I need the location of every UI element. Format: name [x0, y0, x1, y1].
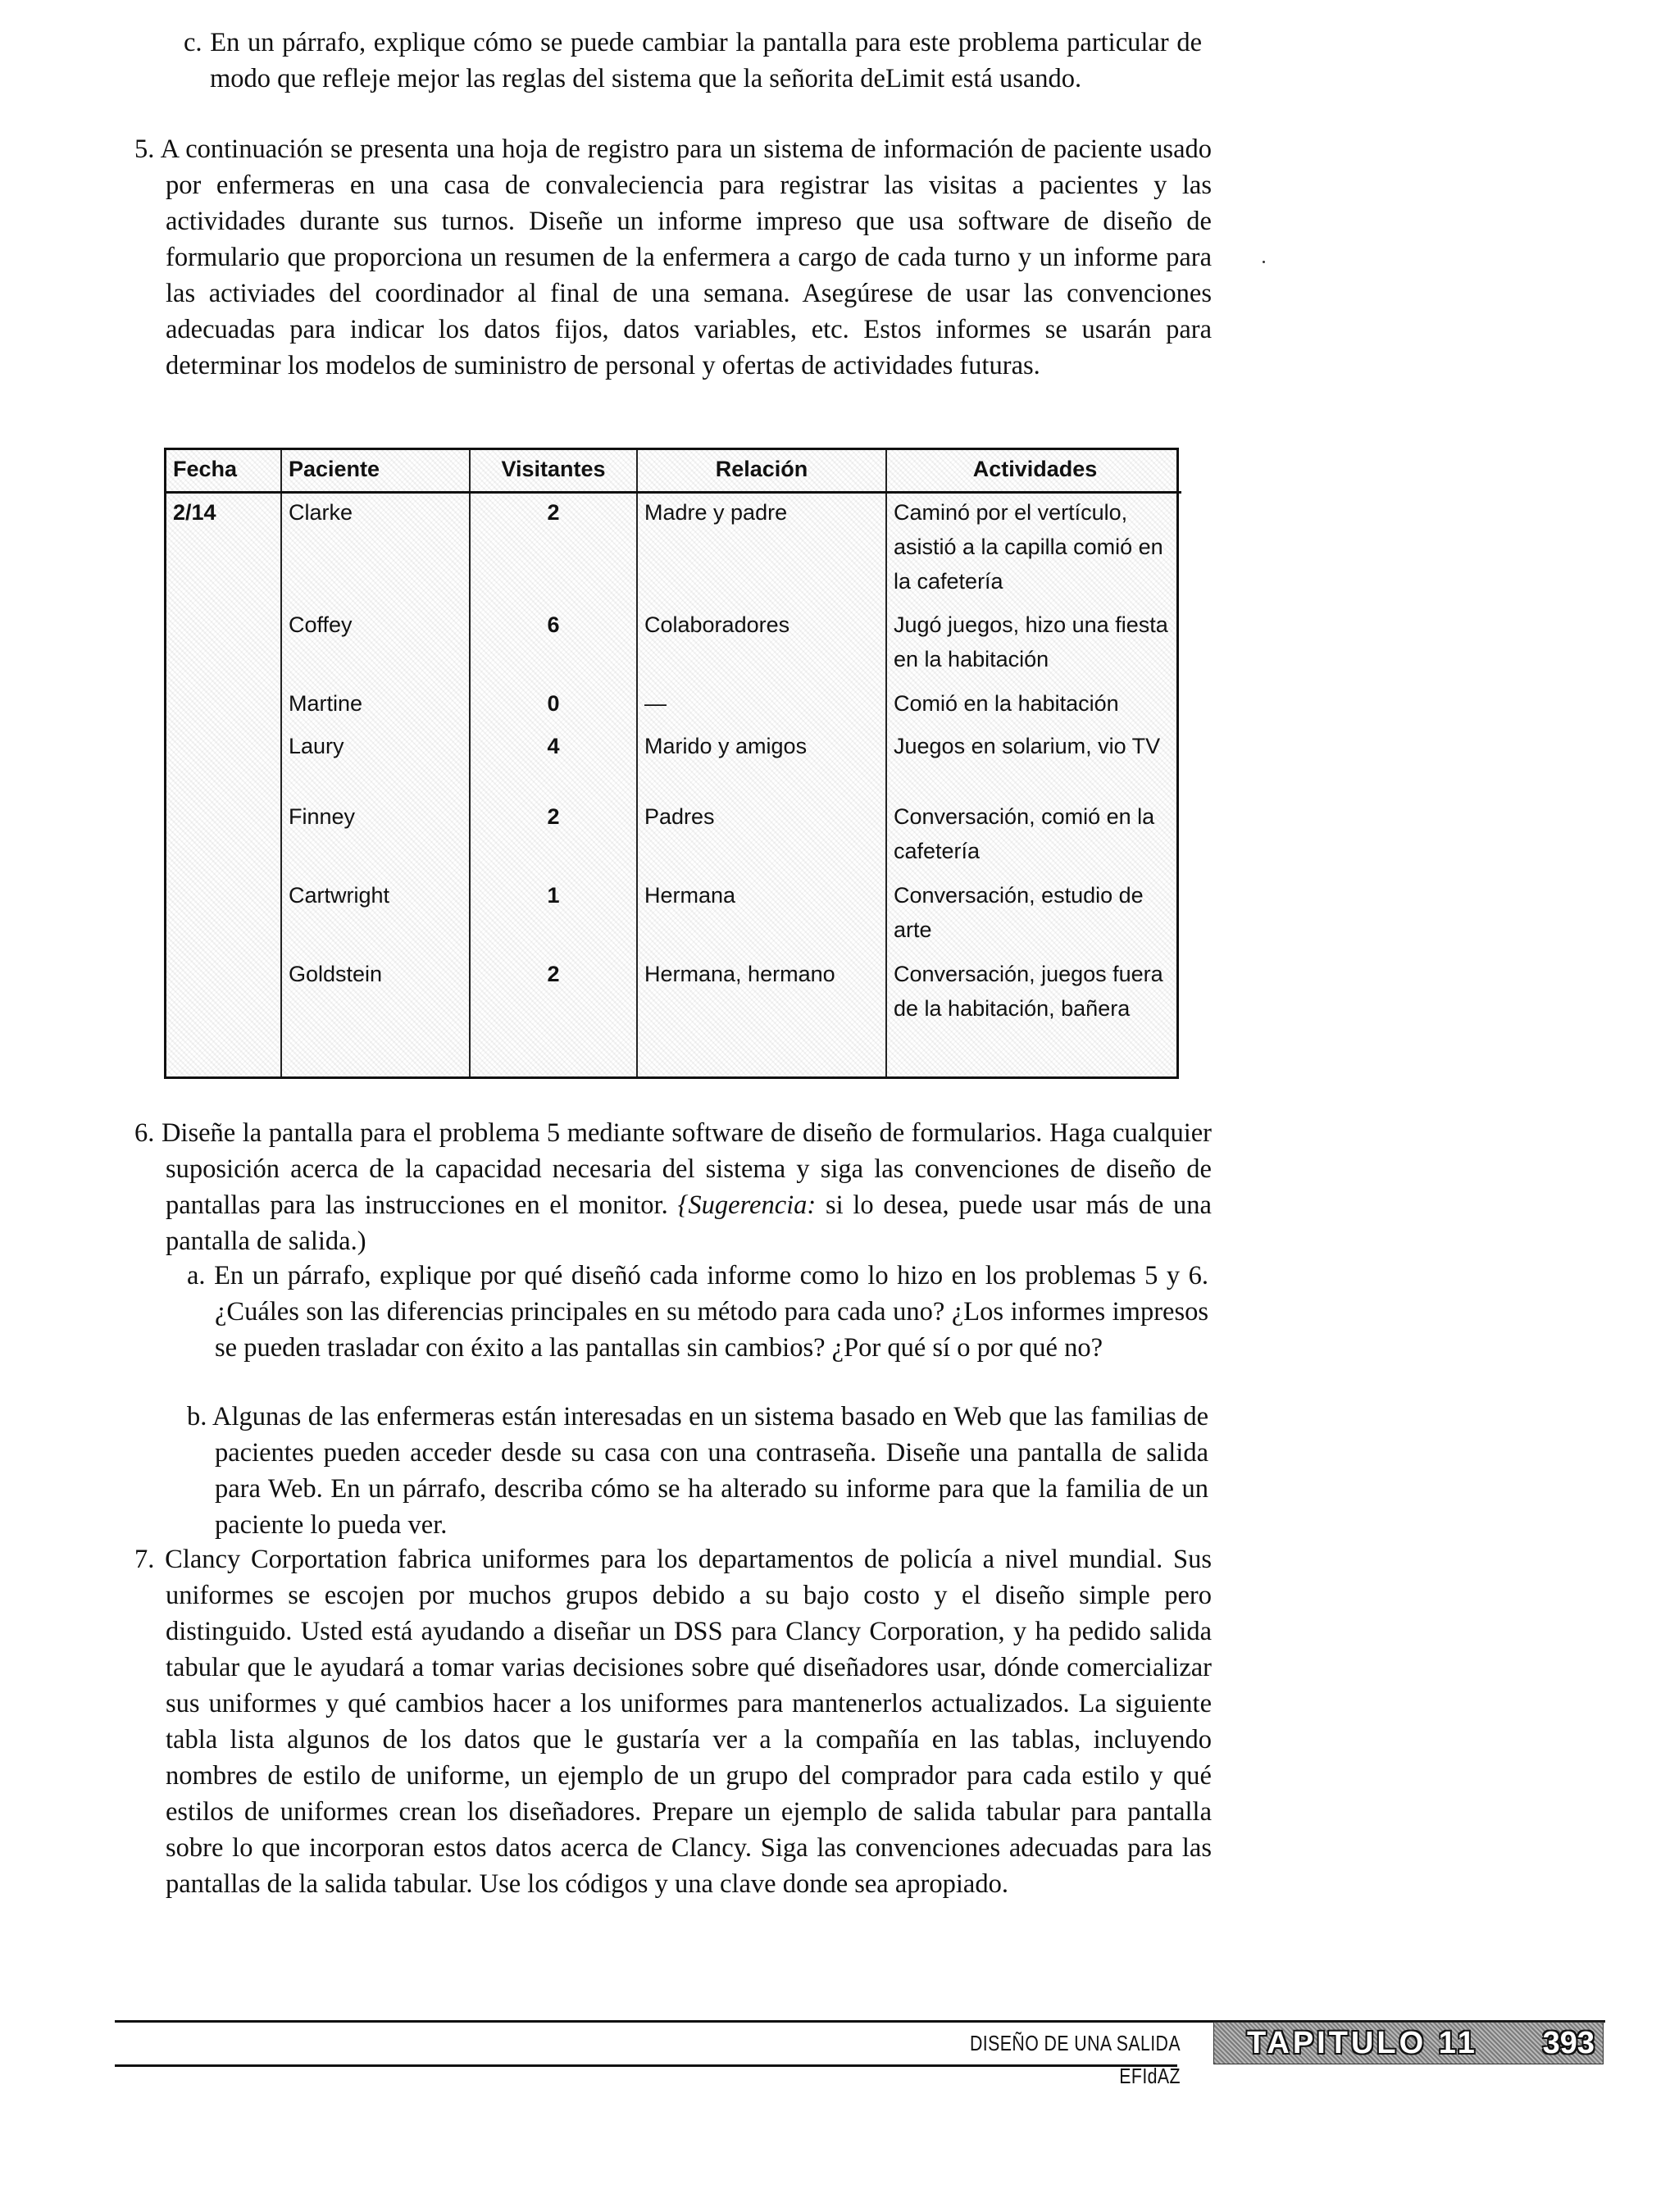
problem-5	[134, 131, 1212, 384]
item-c-text: En un párrafo, explique cómo se puede cambiar la pantalla para este problema particular de modo que refleje mejor las reglas del sistema que la señorita deLimit está usando.	[210, 28, 1202, 93]
cell-fecha	[166, 876, 281, 955]
table-row	[166, 685, 1181, 727]
cell-visitantes: 2	[470, 955, 637, 1077]
cell-paciente: Goldstein	[281, 955, 470, 1077]
cell-relacion: Hermana	[637, 876, 886, 955]
problem-5-text: A continuación se presenta una hoja de registro para un sistema de información de paciente usado por enfermeras en una casa de convaleciencia para registrar las visitas a pacientes y las actividades durante sus turnos. Diseñe un informe impreso que usa software de diseño de formulario que proporciona un resumen de la enfermera a cargo de cada turno y un informe para las activiades del coordinador al final de una semana. Asegúrese de usar las convenciones adecuadas para indicar los datos fijos, datos variables, etc. Estos informes se usarán para determinar los modelos de suministro de personal y ofertas de actividades futuras.	[160, 134, 1212, 380]
header-actividades: Actividades	[886, 450, 1181, 493]
cell-actividades: Conversación, estudio de arte	[886, 876, 1181, 955]
cell-visitantes: 6	[470, 606, 637, 685]
cell-relacion: Madre y padre	[637, 493, 886, 606]
table-row	[166, 798, 1181, 876]
table-row	[166, 955, 1181, 1077]
cell-paciente: Cartwright	[281, 876, 470, 955]
cell-actividades: Caminó por el vertículo, asistió a la capilla comió en la cafetería	[886, 493, 1181, 606]
cell-visitantes: 2	[470, 493, 637, 606]
cell-paciente: Coffey	[281, 606, 470, 685]
cell-fecha	[166, 606, 281, 685]
patient-log-table	[164, 448, 1179, 1079]
scan-speck	[1263, 261, 1265, 263]
problem-7-text: Clancy Corportation fabrica uniformes para los departamentos de policía a nivel mundial. Sus uniformes se escojen por muchos grupos debido a su bajo costo y el diseño simple pero distinguido. Usted está ayudando a diseñar un DSS para Clancy Corporation, y ha pedido salida tabular que le ayudará a tomar varias decisiones sobre qué diseñadores usar, dónde comercializar sus uniformes y qué cambios hacer a los uniformes para mantenerlos actualizados. La siguiente tabla lista algunos de los datos que le gustaría ver a la compañía en las tablas, incluyendo nombres de estilo de uniforme, un ejemplo de un grupo del comprador para cada estilo y qué estilos de uniformes crean los diseñadores. Prepare un ejemplo de salida tabular para pantalla sobre lo que incorporan estos datos acerca de Clancy. Siga las convenciones adecuadas para las pantallas de la salida tabular. Use los códigos y una clave donde sea apropiado.	[165, 1545, 1213, 1899]
cell-actividades: Conversación, comió en la cafetería	[886, 798, 1181, 876]
cell-paciente: Laury	[281, 727, 470, 798]
cell-fecha	[166, 955, 281, 1077]
header-relacion: Relación	[637, 450, 886, 493]
problem-6a-text: En un párrafo, explique por qué diseñó cada informe como lo hizo en los problemas 5 y 6. ¿Cuáles son las diferencias principales en su método para cada uno? ¿Los informes impresos se pueden trasladar con éxito a las pantallas sin cambios? ¿Por qué sí o por qué no?	[214, 1261, 1208, 1363]
header-visitantes: Visitantes	[470, 450, 637, 493]
item-c	[184, 25, 1202, 97]
cell-relacion: Hermana, hermano	[637, 955, 886, 1077]
cell-actividades: Jugó juegos, hizo una fiesta en la habitación	[886, 606, 1181, 685]
cell-actividades: Juegos en solarium, vio TV	[886, 727, 1181, 798]
table-row	[166, 493, 1181, 606]
cell-visitantes: 0	[470, 685, 637, 727]
problem-6a-marker: a.	[187, 1261, 206, 1290]
cell-visitantes: 1	[470, 876, 637, 955]
problem-6-number: 6.	[134, 1118, 155, 1148]
cell-paciente: Clarke	[281, 493, 470, 606]
cell-paciente: Finney	[281, 798, 470, 876]
table-row	[166, 606, 1181, 685]
cell-fecha	[166, 798, 281, 876]
table-row	[166, 876, 1181, 955]
cell-visitantes: 2	[470, 798, 637, 876]
problem-5-number: 5.	[134, 134, 155, 164]
cell-relacion: Marido y amigos	[637, 727, 886, 798]
problem-6b-marker: b.	[187, 1402, 207, 1431]
cell-relacion: —	[637, 685, 886, 727]
cell-actividades: Conversación, juegos fuera de la habitación, bañera	[886, 955, 1181, 1077]
problem-7	[134, 1541, 1212, 1902]
cell-visitantes: 4	[470, 727, 637, 798]
header-fecha: Fecha	[166, 450, 281, 493]
cell-relacion: Padres	[637, 798, 886, 876]
cell-fecha	[166, 727, 281, 798]
patient-log-grid	[166, 450, 1181, 1076]
cell-paciente: Martine	[281, 685, 470, 727]
header-paciente: Paciente	[281, 450, 470, 493]
page-number: 393	[1542, 2026, 1595, 2060]
cell-relacion: Colaboradores	[637, 606, 886, 685]
cell-fecha: 2/14	[173, 500, 216, 525]
table-row	[166, 727, 1181, 798]
problem-6b	[187, 1399, 1208, 1543]
table-header-row	[166, 450, 1181, 493]
cell-actividades: Comió en la habitación	[886, 685, 1181, 727]
problem-6-text-end: si lo desea, puede usar más de una pantalla de salida.)	[166, 1190, 1212, 1256]
chapter-label: TAPITULO 11	[1247, 2026, 1478, 2060]
problem-6a	[187, 1258, 1208, 1366]
chapter-badge	[1213, 2022, 1604, 2064]
problem-6-text: Diseñe la pantalla para el problema 5 mediante software de diseño de formularios. Haga cualquier suposición acerca de la capacidad necesaria del sistema y siga las convenciones de diseño de pantallas para las instrucciones en el monitor.	[161, 1118, 1213, 1220]
cell-fecha	[166, 685, 281, 727]
problem-7-number: 7.	[134, 1545, 155, 1574]
problem-6	[134, 1115, 1212, 1259]
running-title: DISEÑO DE UNA SALIDA EFIdAZ	[969, 2031, 1181, 2088]
item-c-marker: c.	[184, 28, 202, 57]
problem-6-hint: {Sugerencia:	[677, 1190, 817, 1220]
problem-6b-text: Algunas de las enfermeras están interesadas en un sistema basado en Web que las familias de pacientes pueden acceder desde su casa con una contraseña. Diseñe una pantalla de salida para Web. En un párrafo, describa cómo se ha alterado su informe para que la familia de un paciente lo pueda ver.	[212, 1402, 1208, 1540]
